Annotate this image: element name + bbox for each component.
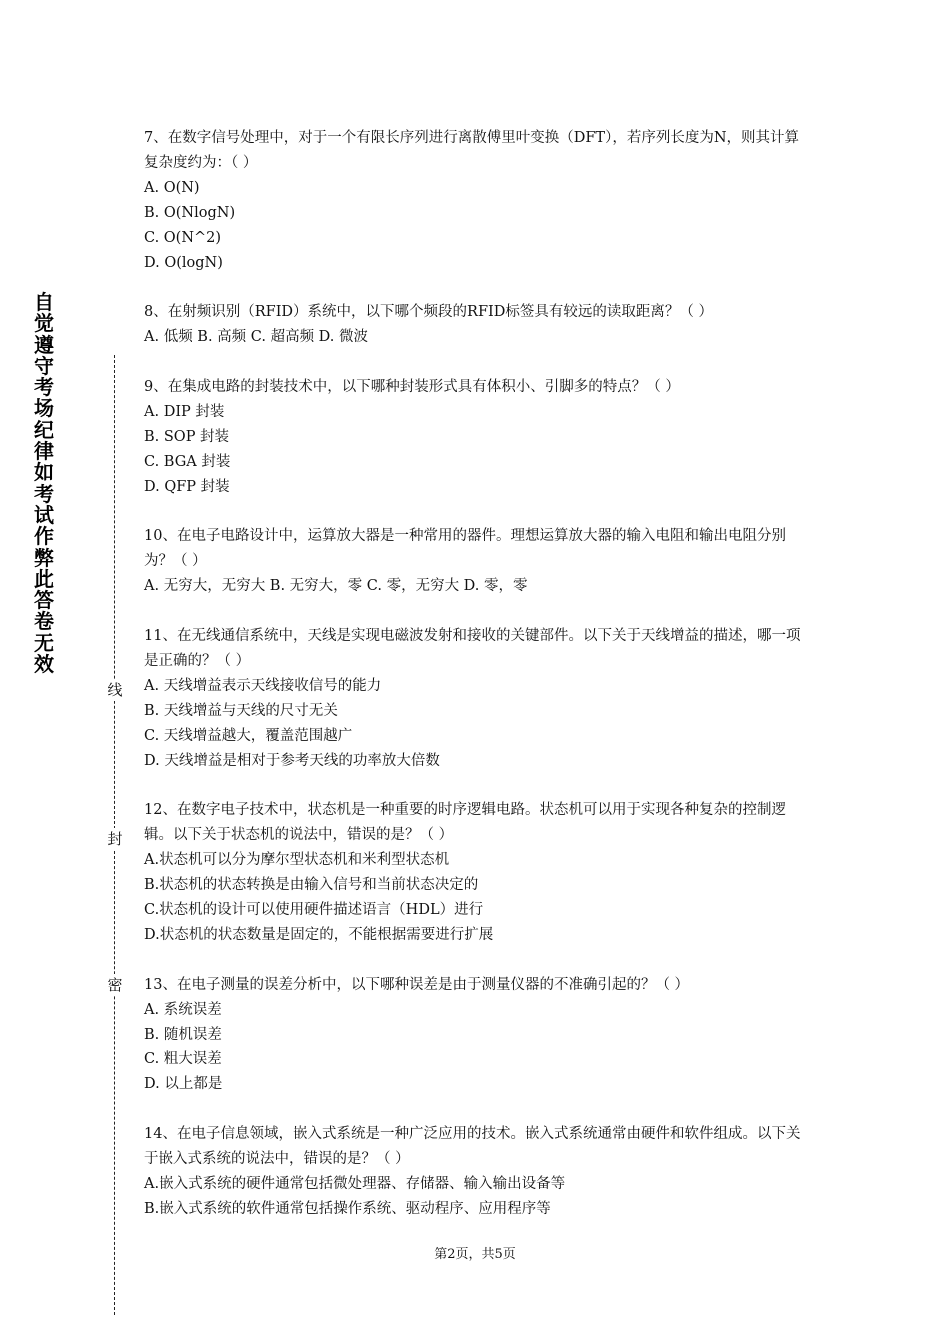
question-text: 8、在射频识别（RFID）系统中，以下哪个频段的RFID标签具有较远的读取距离？（ ） — [144, 304, 713, 321]
option-c: C. O(N^2) — [144, 229, 222, 246]
question-text: 10、在电子电路设计中，运算放大器是一种常用的器件。理想运算放大器的输入电阻和输出电阻分别为？（ ） — [144, 528, 786, 570]
option-a: A. DIP 封装 — [144, 403, 225, 420]
question-14 — [144, 1122, 810, 1222]
option-b: B. 天线增益与天线的尺寸无关 — [144, 702, 338, 719]
question-text: 13、在电子测量的误差分析中，以下哪种误差是由于测量仪器的不准确引起的？（ ） — [144, 976, 690, 993]
binding-label-xian: 线 — [105, 679, 125, 701]
option-d: D. QFP 封装 — [144, 478, 230, 495]
option-a: A. 天线增益表示天线接收信号的能力 — [144, 677, 382, 694]
option-b: B.嵌入式系统的软件通常包括操作系统、驱动程序、应用程序等 — [144, 1200, 551, 1217]
option-d: D. 以上都是 — [144, 1076, 223, 1093]
option-b: B. O(NlogN) — [144, 204, 236, 221]
question-12 — [144, 798, 810, 947]
page-number-footer: 第2页，共5页 — [434, 1247, 516, 1262]
option-b: B. 随机误差 — [144, 1026, 222, 1043]
question-text: 7、在数字信号处理中，对于一个有限长序列进行离散傅里叶变换（DFT），若序列长度为N，则其计算复杂度约为：（ ） — [144, 130, 800, 171]
option-c: C. BGA 封装 — [144, 453, 231, 470]
question-11 — [144, 624, 810, 773]
binding-label-mi: 密 — [105, 974, 125, 996]
question-8 — [144, 300, 810, 350]
question-text: 12、在数字电子技术中，状态机是一种重要的时序逻辑电路。状态机可以用于实现各种复杂的控制逻辑。以下关于状态机的说法中，错误的是？（ ） — [144, 802, 786, 844]
option-line: A. 无穷大，无穷大 B. 无穷大，零 C. 零，无穷大 D. 零，零 — [144, 578, 528, 595]
binding-label-feng: 封 — [105, 828, 125, 850]
question-7 — [144, 126, 810, 275]
option-a: A.嵌入式系统的硬件通常包括微处理器、存储器、输入输出设备等 — [144, 1175, 566, 1192]
option-line: A. 低频 B. 高频 C. 超高频 D. 微波 — [144, 329, 369, 346]
question-9 — [144, 375, 810, 500]
option-d: D. O(logN) — [144, 254, 223, 271]
option-a: A.状态机可以分为摩尔型状态机和米利型状态机 — [144, 852, 450, 869]
option-a: A. O(N) — [144, 179, 200, 196]
option-b: B. SOP 封装 — [144, 428, 230, 445]
question-13 — [144, 973, 810, 1098]
option-d: D. 天线增益是相对于参考天线的功率放大倍数 — [144, 752, 440, 769]
question-list — [144, 126, 810, 1247]
question-text: 11、在无线通信系统中，天线是实现电磁波发射和接收的关键部件。以下关于天线增益的描述，哪一项是正确的？（ ） — [144, 628, 801, 669]
option-d: D.状态机的状态数量是固定的，不能根据需要进行扩展 — [144, 926, 494, 943]
option-c: C.状态机的设计可以使用硬件描述语言（HDL）进行 — [144, 902, 484, 919]
question-text: 9、在集成电路的封装技术中，以下哪种封装形式具有体积小、引脚多的特点？（ ） — [144, 379, 680, 396]
question-10 — [144, 524, 810, 599]
option-a: A. 系统误差 — [144, 1001, 222, 1018]
exam-discipline-note: 自觉遵守考场纪律如考试作弊此答卷无效 — [34, 290, 54, 677]
question-text: 14、在电子信息领域，嵌入式系统是一种广泛应用的技术。嵌入式系统通常由硬件和软件组成。以下关于嵌入式系统的说法中，错误的是？（ ） — [144, 1126, 801, 1168]
option-c: C. 天线增益越大，覆盖范围越广 — [144, 727, 353, 744]
option-b: B.状态机的状态转换是由输入信号和当前状态决定的 — [144, 877, 479, 894]
option-c: C. 粗大误差 — [144, 1051, 222, 1068]
